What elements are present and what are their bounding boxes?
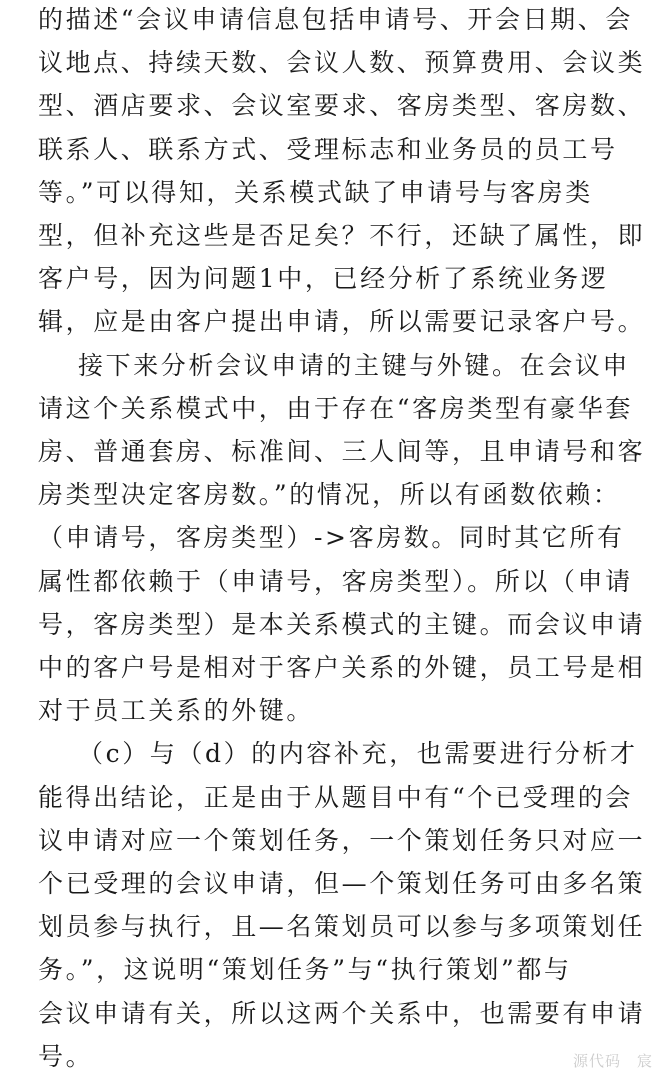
text-line: 务。”，这说明“策划任务”与“执行策划”都与	[38, 955, 572, 985]
text-line: （申请号，客房类型）->客房数。同时其它所有	[38, 523, 625, 553]
text-line: 接下来分析会议申请的主键与外键。在会议申	[78, 350, 631, 380]
text-line: 号，客房类型）是本关系模式的主键。而会议申请	[38, 609, 646, 639]
text-line: 房、普通套房、标准间、三人间等，且申请号和客	[38, 437, 646, 466]
text-line: 联系人、联系方式、受理标志和业务员的员工号	[38, 134, 618, 164]
text-line: 会议申请有关，所以这两个关系中，也需要有申请	[38, 998, 646, 1028]
watermark: 源代码 宸	[572, 1052, 653, 1070]
text-line: 个已受理的会议申请，但—个策划任务可由多名策	[38, 869, 646, 898]
text-line: 号。	[38, 1041, 94, 1071]
text-line: 等。”可以得知，关系模式缺了申请号与客房类	[38, 177, 593, 207]
text-line: 客户号，因为问题1中，已经分析了系统业务逻	[38, 264, 609, 294]
text-line: 能得出结论，正是由于从题目中有“个已受理的会	[38, 782, 633, 812]
text-line: 房类型决定客房数。”的情况，所以有函数依赖：	[38, 480, 621, 510]
text-line: 的描述“会议申请信息包括申请号、开会日期、会	[38, 5, 633, 34]
text-line: 对于员工关系的外键。	[38, 696, 315, 726]
text-line: 型、酒店要求、会议室要求、客房类型、客房数、	[38, 91, 646, 121]
text-line: （c）与（d）的内容补充，也需要进行分析才	[78, 739, 638, 769]
text-line: 辑，应是由客户提出申请，所以需要记录客户号。	[38, 307, 646, 337]
text-line: 划员参与执行，且—名策划员可以参与多项策划任	[38, 912, 646, 942]
text-line: 属性都依赖于（申请号，客房类型）。所以（申请	[38, 566, 633, 596]
text-line: 型，但补充这些是否足矣？不行，还缺了属性，即	[38, 221, 646, 250]
text-line: 议地点、持续天数、会议人数、预算费用、会议类	[38, 48, 646, 78]
text-line: 议申请对应一个策划任务，一个策划任务只对应一	[38, 825, 646, 855]
text-line: 请这个关系模式中，由于存在“客房类型有豪华套	[38, 393, 633, 423]
text-line: 中的客户号是相对于客户关系的外键，员工号是相	[38, 653, 646, 682]
